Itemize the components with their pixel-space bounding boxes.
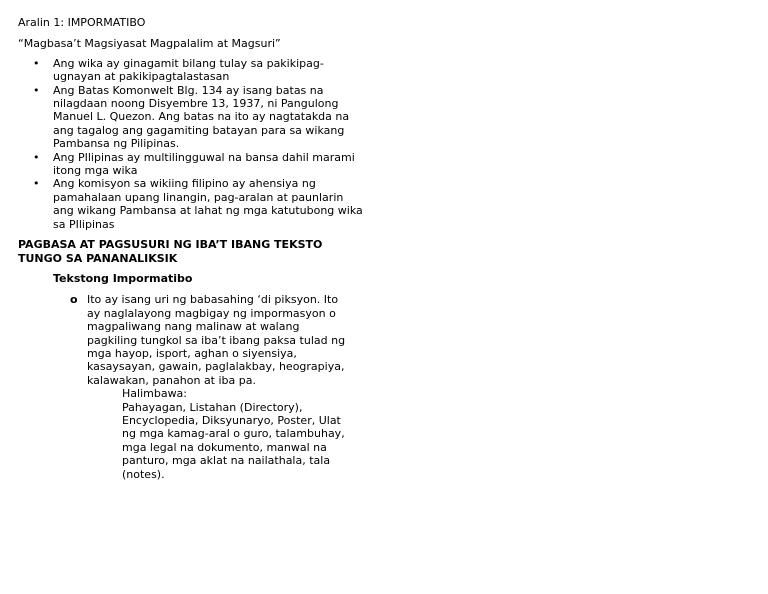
- bullet-icon: •: [33, 83, 40, 97]
- lesson-title: Aralin 1: IMPORMATIBO: [18, 16, 146, 29]
- definition-text: Ito ay isang uri ng babasahing ‘di piksyon. Ito ay naglalayong magbigay ng impormasyon o magpaliwang nang malinaw at walang pagkiling tungkol sa iba’t ibang paksa tulad ng mga hayop, isport, aghan o siyensiya, kasaysayan, gawain, paglalakbay, heograpiya, kalawakan, panahon at iba pa.: [87, 293, 346, 387]
- circle-bullet-icon: o: [70, 293, 78, 307]
- list-item-text: Ang PIlipinas ay multilingguwal na bansa dahil marami itong mga wika: [53, 150, 355, 178]
- section-heading: PAGBASA AT PAGSUSURI NG IBA’T IBANG TEKSTO TUNGO SA PANANALIKSIK: [18, 238, 323, 265]
- definition-item: [70, 293, 353, 387]
- bullet-icon: •: [33, 150, 40, 164]
- list-item-text: Ang Batas Komonwelt Blg. 134 ay isang batas na nilagdaan noong Disyembre 13, 1937, ni Pangulong Manuel L. Quezon. Ang batas na ito ay nagtatakda na ang tagalog ang gagamiting batayan para sa wikang Pambansa ng Pilipinas.: [53, 83, 350, 151]
- list-item: [18, 57, 363, 84]
- bullet-list: [18, 57, 368, 231]
- example-label: Halimbawa:: [122, 387, 188, 401]
- motto-quote: “Magbasa’t Magsiyasat Magpalalim at Magsuri”: [18, 37, 281, 51]
- list-item: [18, 151, 363, 178]
- list-item-text: Ang wika ay ginagamit bilang tulay sa pakikipag-ugnayan at pakikipagtalastasan: [53, 56, 324, 84]
- example-block: [122, 387, 358, 481]
- bullet-icon: •: [33, 177, 40, 191]
- subheading: Tekstong Impormatibo: [53, 271, 193, 285]
- bullet-icon: •: [33, 56, 40, 70]
- example-text: Pahayagan, Listahan (Directory), Encyclopedia, Diksyunaryo, Poster, Ulat ng mga kamag-aral o guro, talambuhay, mga legal na dokumento, manwal na panturo, mga aklat na nailathala, tala (notes).: [122, 400, 345, 481]
- document-page: [18, 16, 368, 481]
- list-item: [18, 177, 363, 231]
- list-item-text: Ang komisyon sa wikiing filipino ay ahensiya ng pamahalaan upang linangin, pag-aralan at paunlarin ang wikang Pambansa at lahat ng mga katutubong wika sa PIlipinas: [53, 177, 363, 231]
- list-item: [18, 84, 363, 151]
